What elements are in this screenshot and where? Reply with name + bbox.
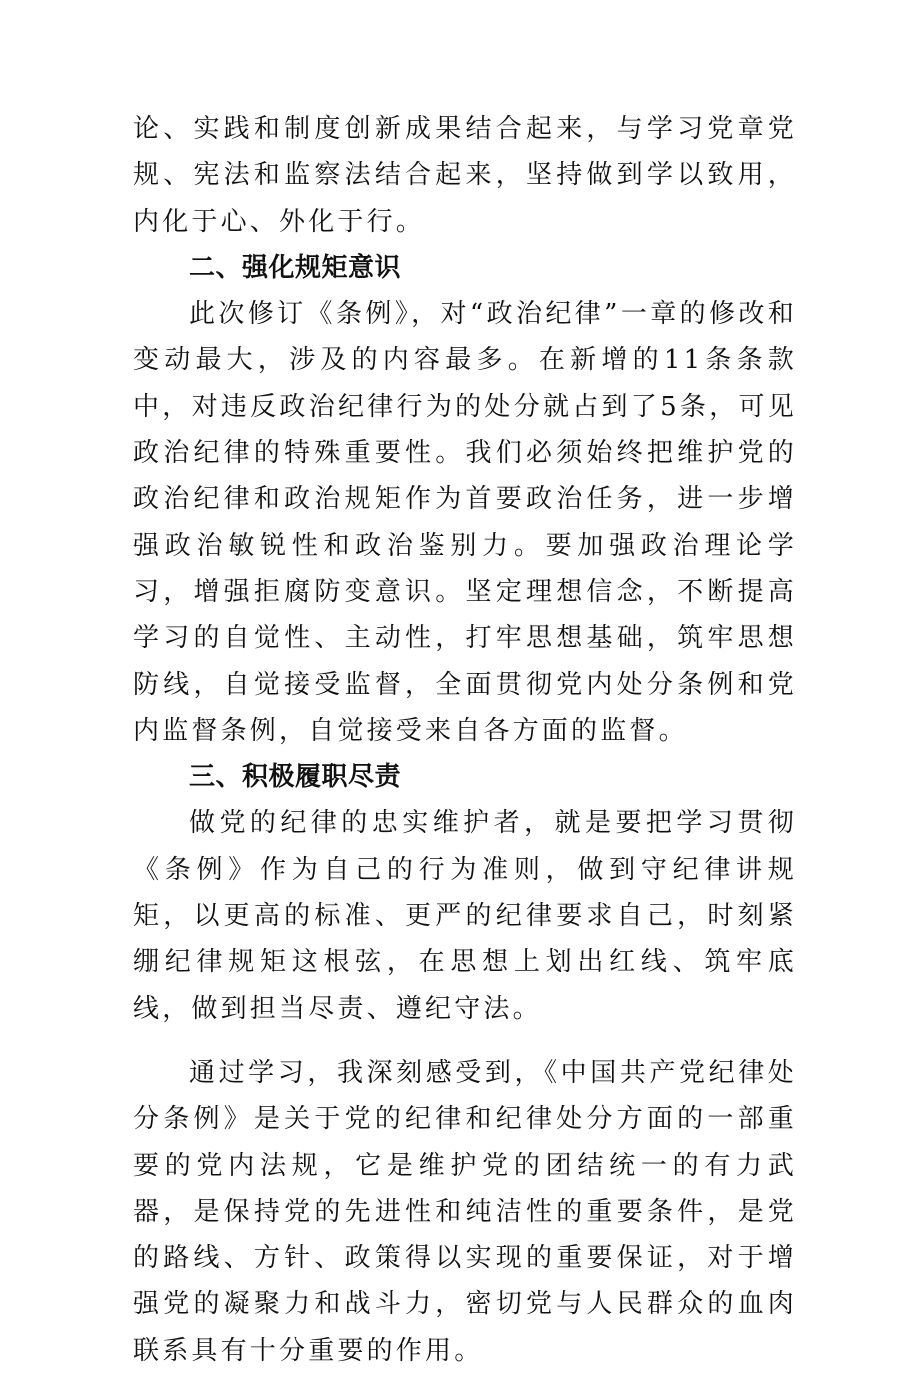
paragraph-conclusion: 通过学习，我深刻感受到，《中国共产党纪律处分条例》是关于党的纪律和纪律处分方面的一部重要的党内法规，它是维护党的团结统一的有力武器，是保持党的先进性和纯洁性的重要条件，是党的路线、方针、政策得以实现的重要保证，对于增强党的凝聚力和战斗力，密切党与人民群众的血肉联系具有十分重要的作用。 [133,1057,797,1366]
section-heading-3: 三、积极履职尽责 [189,762,402,793]
paragraph-political-discipline: 此次修订《条例》，对“政治纪律”一章的修改和变动最大，涉及的内容最多。在新增的11条条款中，对违反政治纪律行为的处分就占到了5条，可见政治纪律的特殊重要性。我们必须始终把维护党的政治纪律和政治规矩作为首要政治任务，进一步增强政治敏锐性和政治鉴别力。要加强政治理论学习，增强拒腐防变意识。坚定理想信念，不断提高学习的自觉性、主动性，打牢思想基础，筑牢思想防线，自觉接受监督，全面贯彻党内处分条例和党内监督条例，自觉接受来自各方面的监督。 [133,299,797,746]
paragraph-continuation: 论、实践和制度创新成果结合起来，与学习党章党规、宪法和监察法结合起来，坚持做到学以致用，内化于心、外化于行。 [133,114,797,237]
paragraph-gap [133,1032,797,1050]
section-heading-2: 二、强化规矩意识 [189,252,402,283]
paragraph-duty: 做党的纪律的忠实维护者，就是要把学习贯彻《条例》作为自己的行为准则，做到守纪律讲规矩，以更高的标准、更严的纪律要求自己，时刻紧绷纪律规矩这根弦，在思想上划出红线、筑牢底线，做到担当尽责、遵纪守法。 [133,808,797,1024]
document-body [133,106,797,1374]
